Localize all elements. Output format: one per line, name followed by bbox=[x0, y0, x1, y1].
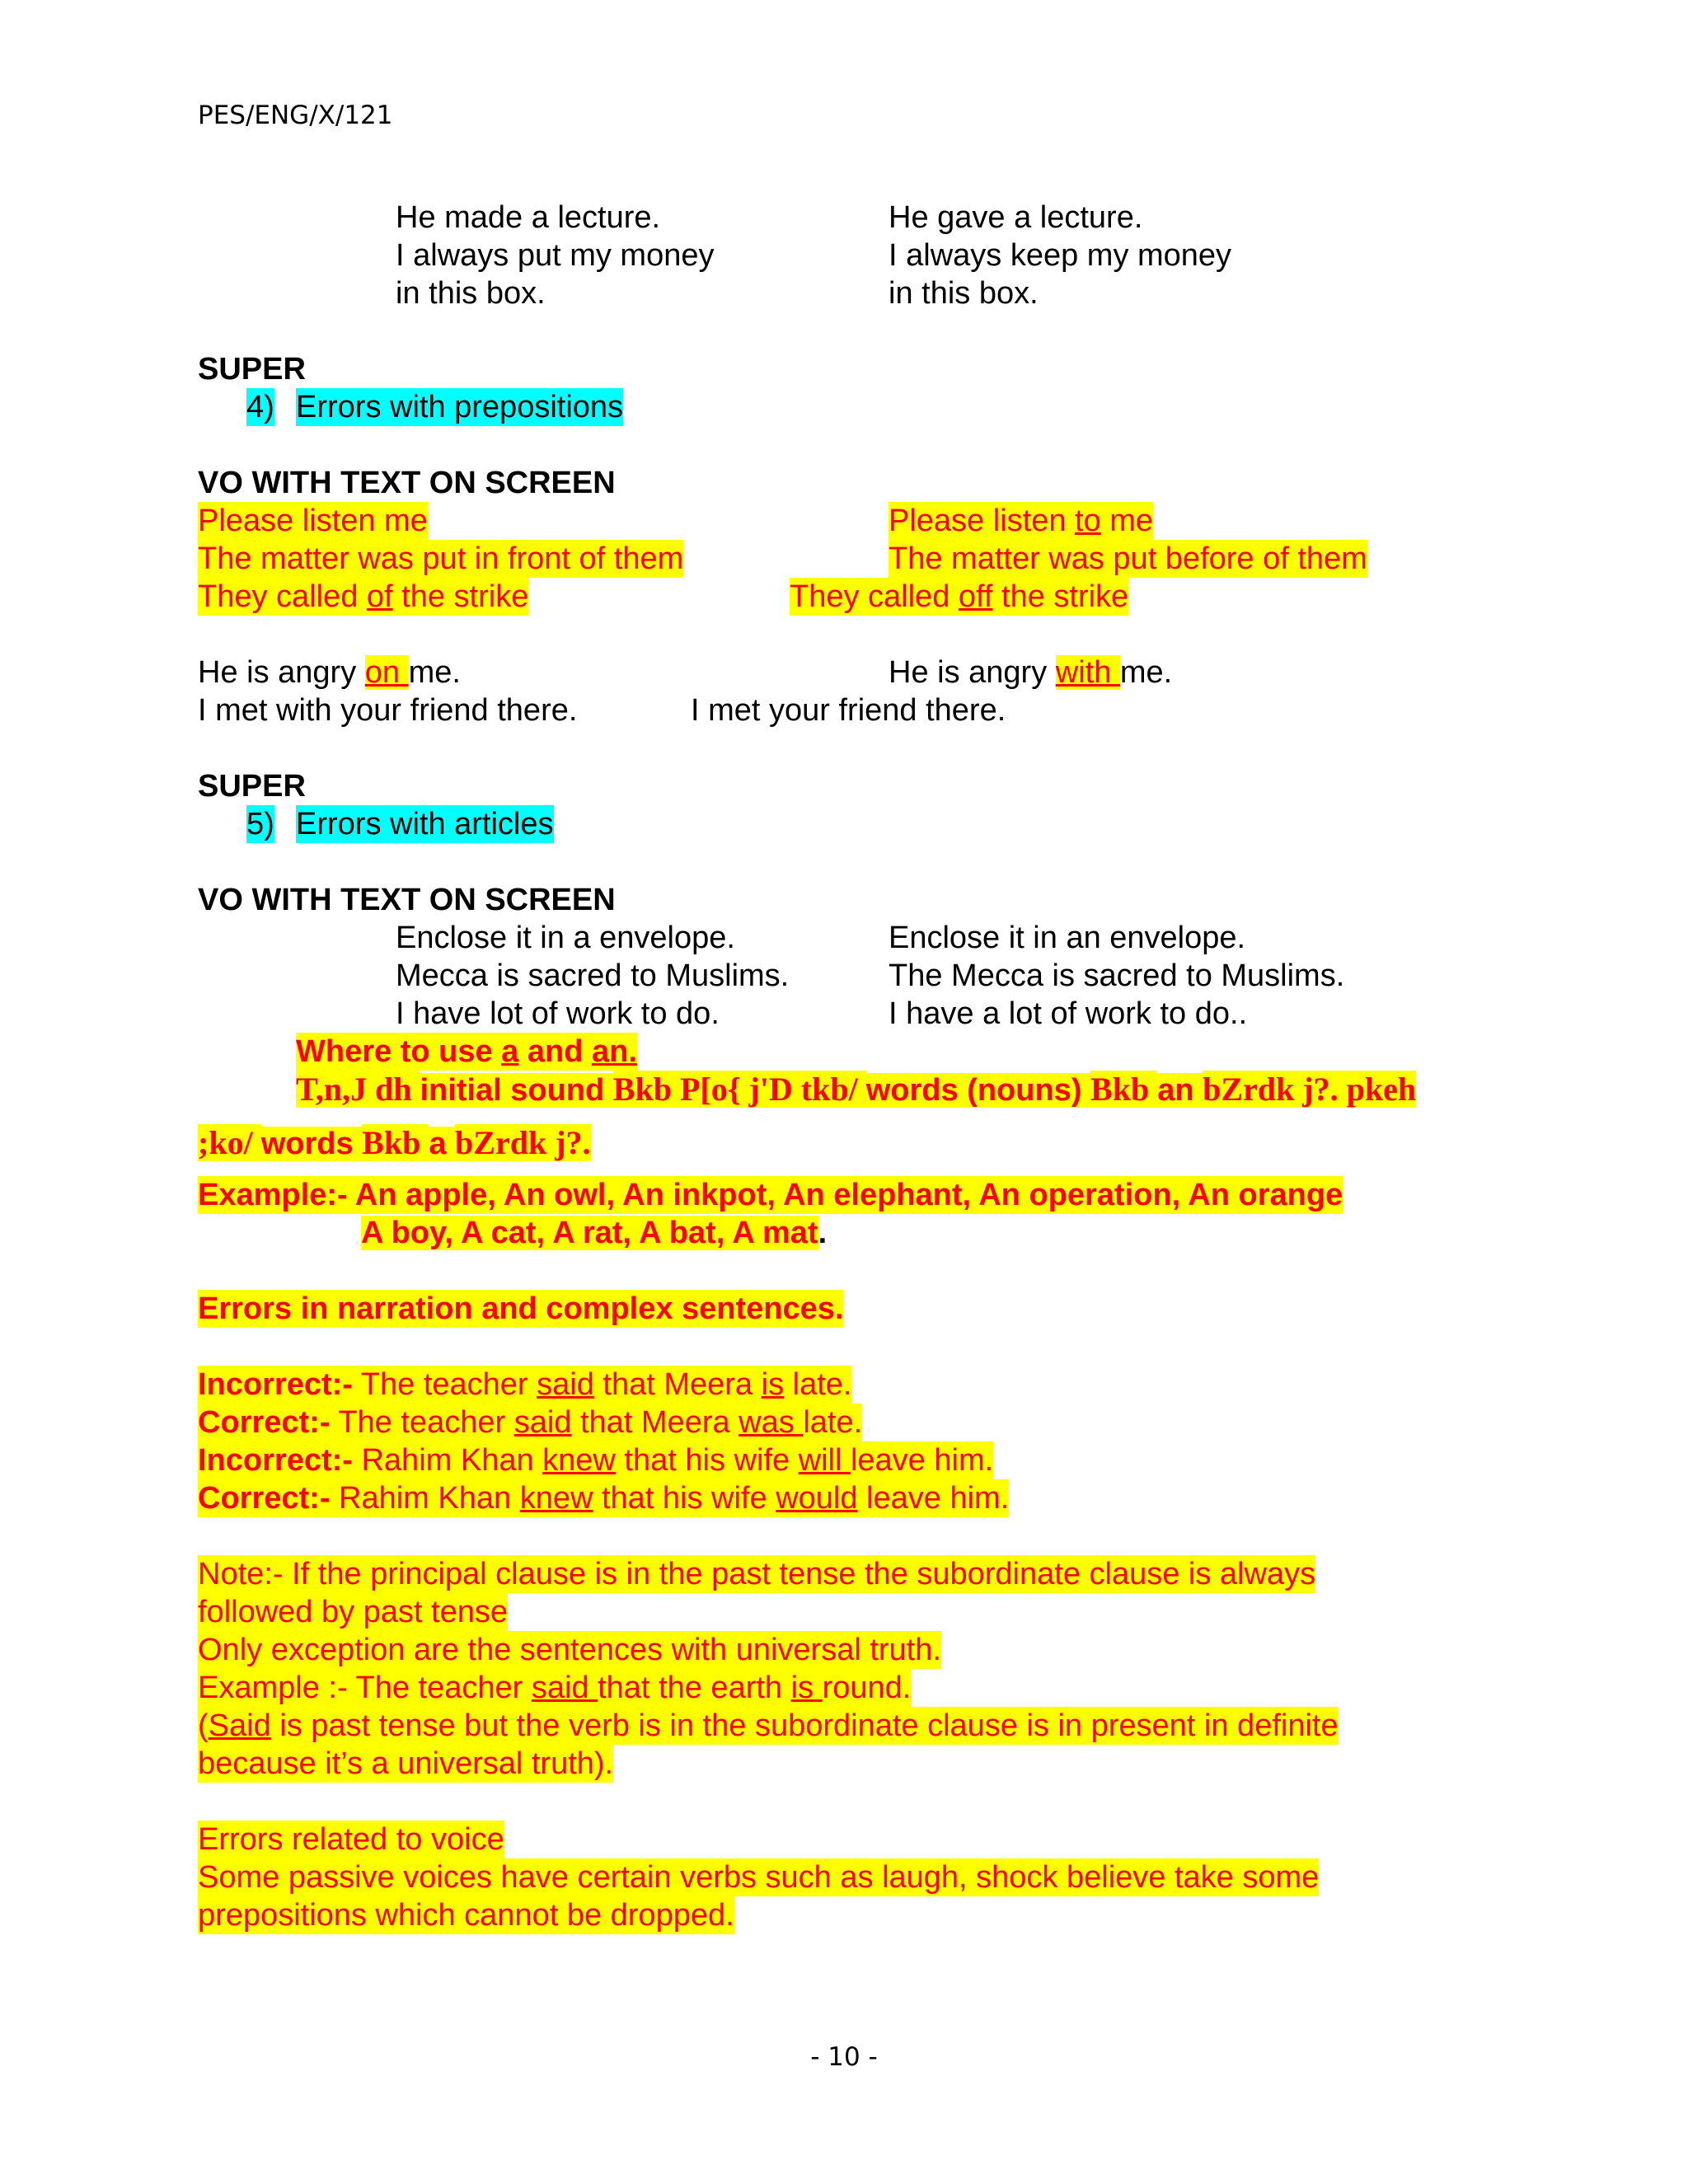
note-line: (Said is past tense but the verb is in the subordinate clause is in present in definite bbox=[198, 1708, 1339, 1743]
preposition-right: I met your friend there. bbox=[691, 693, 1006, 728]
note-line: Example :- The teacher said that the earth is round. bbox=[198, 1671, 912, 1705]
super-label: SUPER bbox=[198, 352, 306, 387]
narration-example: Incorrect:- The teacher said that Meera is late. bbox=[198, 1367, 852, 1402]
note-line: because it’s a universal truth). bbox=[198, 1746, 614, 1781]
note-line: followed by past tense bbox=[198, 1595, 509, 1629]
note-line: Only exception are the sentences with universal truth. bbox=[198, 1633, 941, 1667]
wrong-sentence: in this box. bbox=[396, 276, 546, 311]
article-wrong: I have lot of work to do. bbox=[396, 996, 720, 1031]
article-right: I have a lot of work to do.. bbox=[889, 996, 1248, 1031]
preposition-wrong: He is angry on me. bbox=[198, 655, 461, 690]
narration-example: Incorrect:- Rahim Khan knew that his wife will leave him. bbox=[198, 1443, 994, 1478]
right-sentence: I always keep my money bbox=[889, 238, 1232, 273]
narration-example: Correct:- The teacher said that Meera was late. bbox=[198, 1405, 863, 1440]
article-right: Enclose it in an envelope. bbox=[889, 921, 1246, 955]
super-label: SUPER bbox=[198, 769, 306, 804]
vo-label: VO WITH TEXT ON SCREEN bbox=[198, 466, 616, 500]
right-sentence: He gave a lecture. bbox=[889, 200, 1143, 235]
right-sentence: in this box. bbox=[889, 276, 1039, 311]
article-right: The Mecca is sacred to Muslims. bbox=[889, 958, 1345, 993]
page-number: - 10 - bbox=[810, 2042, 878, 2072]
preposition-right: He is angry with me. bbox=[889, 655, 1173, 690]
narration-heading: Errors in narration and complex sentences. bbox=[198, 1291, 844, 1326]
preposition-wrong: They called of the strike bbox=[198, 579, 529, 614]
voice-line: prepositions which cannot be dropped. bbox=[198, 1898, 734, 1933]
section-number: 4) bbox=[246, 390, 274, 424]
preposition-right: They called off the strike bbox=[790, 579, 1129, 614]
voice-line: Some passive voices have certain verbs such as laugh, shock believe take some bbox=[198, 1860, 1320, 1895]
note-line: Note:- If the principal clause is in the past tense the subordinate clause is always bbox=[198, 1557, 1316, 1591]
section-number: 5) bbox=[246, 807, 274, 841]
wrong-sentence: I always put my money bbox=[396, 238, 715, 273]
article-wrong: Mecca is sacred to Muslims. bbox=[396, 958, 790, 993]
vo-label: VO WITH TEXT ON SCREEN bbox=[198, 883, 616, 917]
preposition-right: Please listen to me bbox=[889, 504, 1154, 538]
article-wrong: Enclose it in a envelope. bbox=[396, 921, 735, 955]
narration-example: Correct:- Rahim Khan knew that his wife would leave him. bbox=[198, 1481, 1010, 1516]
preposition-wrong: I met with your friend there. bbox=[198, 693, 578, 728]
article-rule-heading: Where to use a and an. bbox=[296, 1034, 637, 1069]
document-code: PES/ENG/X/121 bbox=[198, 101, 393, 130]
preposition-wrong: The matter was put in front of them bbox=[198, 541, 684, 576]
section-title: Errors with articles bbox=[296, 807, 554, 841]
wrong-sentence: He made a lecture. bbox=[396, 200, 661, 235]
section-title: Errors with prepositions bbox=[296, 390, 624, 424]
preposition-wrong: Please listen me bbox=[198, 504, 428, 538]
preposition-right: The matter was put before of them bbox=[889, 541, 1367, 576]
article-example-line: Example:- An apple, An owl, An inkpot, An elephant, An operation, An orange bbox=[198, 1178, 1343, 1212]
punjabi-rule-line: ;ko/ words Bkb a bZrdk j?. bbox=[198, 1124, 591, 1161]
article-example-line: A boy, A cat, A rat, A bat, A mat. bbox=[361, 1216, 828, 1250]
punjabi-rule-line: T,n,J dh initial sound Bkb P[o{ j'D tkb/ words (nouns) Bkb an bZrdk j?. pkeh bbox=[296, 1071, 1417, 1108]
voice-heading: Errors related to voice bbox=[198, 1822, 504, 1857]
